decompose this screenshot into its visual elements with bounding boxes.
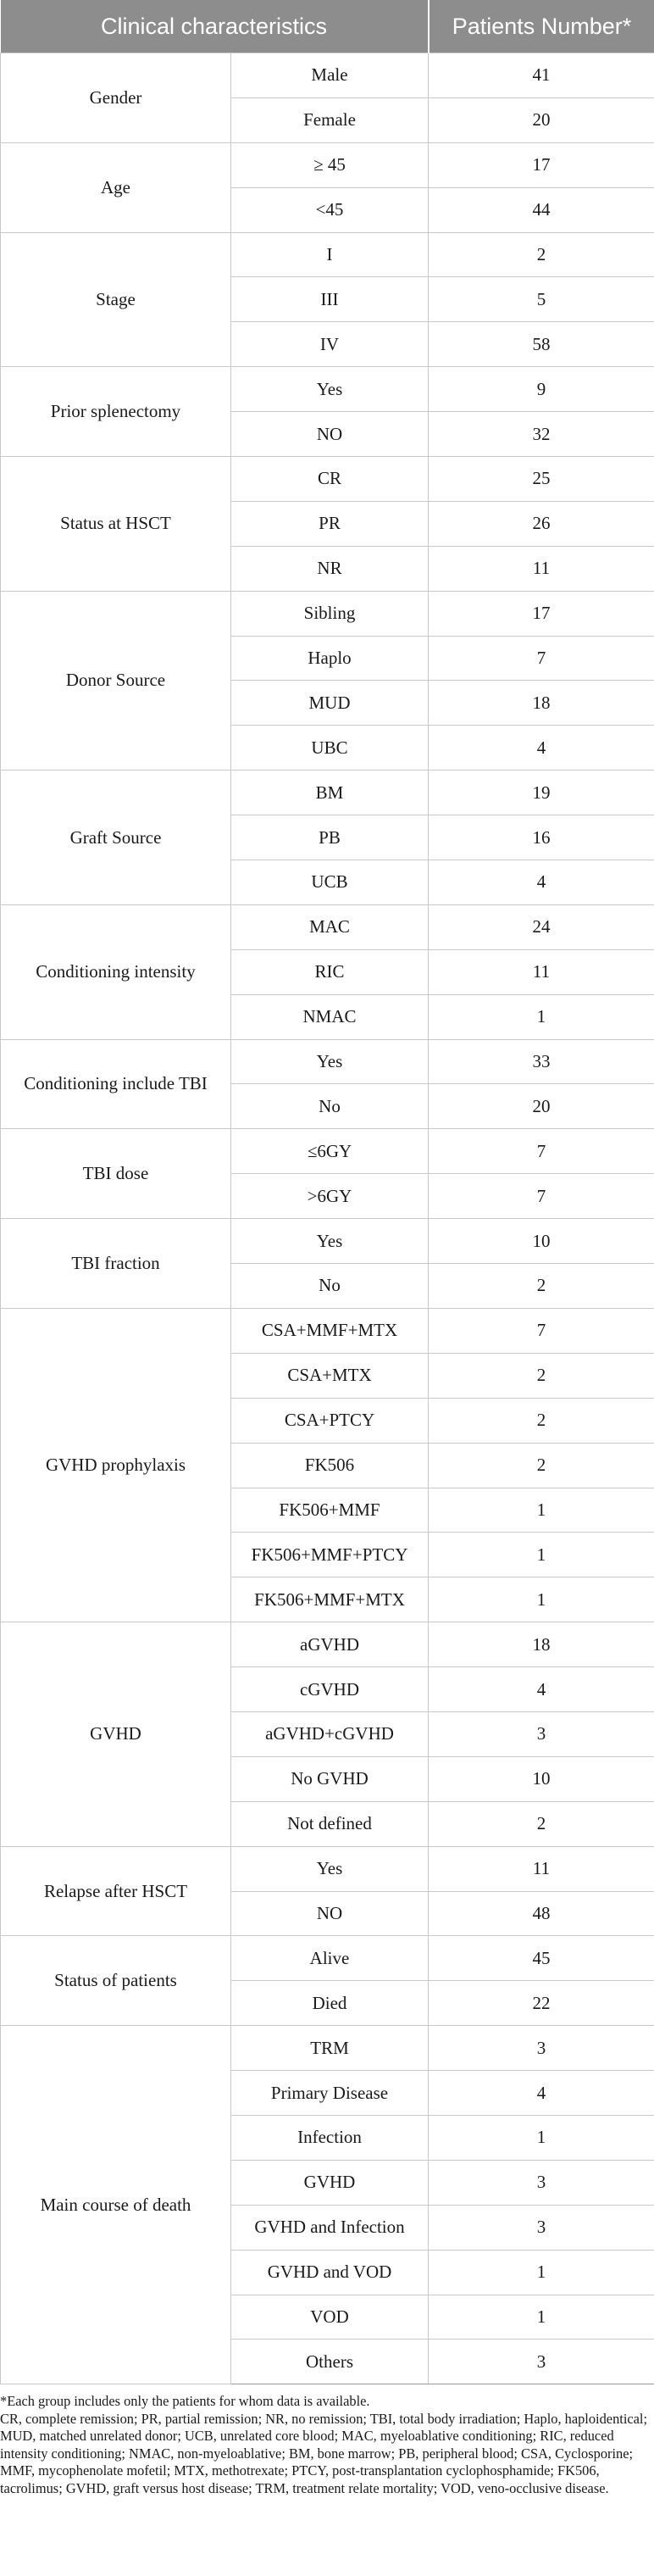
table-header	[1, 0, 654, 53]
patients-count-cell: 3	[429, 1711, 654, 1756]
table-row	[1, 2026, 654, 2071]
patients-count-cell: 44	[429, 187, 654, 232]
table-row	[1, 771, 654, 815]
category-cell: Age	[1, 142, 231, 232]
subcategory-cell: aGVHD	[231, 1622, 429, 1667]
patients-count-cell: 5	[429, 277, 654, 322]
table-row	[1, 142, 654, 187]
subcategory-cell: Yes	[231, 367, 429, 412]
footnote: *Each group includes only the patients for whom data is available.	[0, 2393, 370, 2410]
patients-count-cell: 3	[429, 2340, 654, 2384]
patients-count-cell: 19	[429, 771, 654, 815]
subcategory-cell: Yes	[231, 1039, 429, 1084]
subcategory-cell: <45	[231, 187, 429, 232]
category-cell: Stage	[1, 232, 231, 367]
subcategory-cell: PR	[231, 501, 429, 546]
patients-count-cell: 20	[429, 97, 654, 142]
subcategory-cell: FK506	[231, 1443, 429, 1488]
header-row	[1, 0, 654, 53]
patients-count-cell: 7	[429, 636, 654, 681]
subcategory-cell: TRM	[231, 2026, 429, 2071]
patients-count-cell: 18	[429, 1622, 654, 1667]
subcategory-cell: IV	[231, 322, 429, 367]
subcategory-cell: GVHD and VOD	[231, 2250, 429, 2295]
patients-count-cell: 1	[429, 2250, 654, 2295]
subcategory-cell: No	[231, 1264, 429, 1309]
category-cell: Status at HSCT	[1, 457, 231, 592]
patients-count-cell: 11	[429, 949, 654, 994]
patients-count-cell: 10	[429, 1219, 654, 1264]
subcategory-cell: ≥ 45	[231, 142, 429, 187]
subcategory-cell: MAC	[231, 904, 429, 949]
patients-count-cell: 7	[429, 1308, 654, 1353]
subcategory-cell: Sibling	[231, 591, 429, 636]
table-row	[1, 1622, 654, 1667]
subcategory-cell: GVHD	[231, 2160, 429, 2205]
patients-count-cell: 2	[429, 1264, 654, 1309]
category-cell: Graft Source	[1, 771, 231, 905]
subcategory-cell: FK506+MMF+MTX	[231, 1577, 429, 1622]
category-cell: Status of patients	[1, 1936, 231, 2026]
patients-count-cell: 45	[429, 1936, 654, 1981]
abbreviations-note: CR, complete remission; PR, partial remission; NR, no remission; TBI, total body irradiation; Haplo, haploidentical; MUD, matched unrelated donor; UCB, unrelated core blood; MAC, myeloablative conditioning; RIC, reduced intensity conditioning; NMAC, non-myeloablative; BM, bone marrow; PB, peripheral blood; CSA, Cyclosporine; MMF, mycophenolate mofetil; MTX, methotrexate; PTCY, post-transplantation cyclophosphamide; FK506, tacrolimus; GVHD, graft versus host disease; TRM, treatment relate mortality; VOD, veno-occlusive disease.	[0, 2410, 648, 2496]
table-body	[1, 53, 654, 2384]
category-cell: TBI fraction	[1, 1219, 231, 1309]
patients-count-cell: 9	[429, 367, 654, 412]
patients-count-cell: 25	[429, 457, 654, 502]
subcategory-cell: aGVHD+cGVHD	[231, 1711, 429, 1756]
table-row	[1, 53, 654, 98]
subcategory-cell: MUD	[231, 681, 429, 726]
patients-count-cell: 1	[429, 994, 654, 1039]
subcategory-cell: BM	[231, 771, 429, 815]
subcategory-cell: CSA+PTCY	[231, 1398, 429, 1443]
patients-count-cell: 20	[429, 1084, 654, 1129]
table-row	[1, 1219, 654, 1264]
subcategory-cell: FK506+MMF+PTCY	[231, 1533, 429, 1577]
subcategory-cell: NMAC	[231, 994, 429, 1039]
subcategory-cell: Male	[231, 53, 429, 98]
subcategory-cell: Not defined	[231, 1801, 429, 1846]
category-cell: Conditioning include TBI	[1, 1039, 231, 1129]
patients-count-cell: 22	[429, 1981, 654, 2026]
patients-count-cell: 17	[429, 142, 654, 187]
subcategory-cell: Haplo	[231, 636, 429, 681]
subcategory-cell: III	[231, 277, 429, 322]
subcategory-cell: NR	[231, 546, 429, 591]
patients-count-cell: 3	[429, 2160, 654, 2205]
subcategory-cell: UCB	[231, 860, 429, 905]
patients-count-cell: 1	[429, 1533, 654, 1577]
table-row	[1, 457, 654, 502]
subcategory-cell: >6GY	[231, 1174, 429, 1219]
category-cell: TBI dose	[1, 1129, 231, 1219]
subcategory-cell: Female	[231, 97, 429, 142]
category-cell: GVHD	[1, 1622, 231, 1846]
category-cell: GVHD prophylaxis	[1, 1308, 231, 1622]
patients-count-cell: 2	[429, 1443, 654, 1488]
subcategory-cell: Others	[231, 2340, 429, 2384]
subcategory-cell: CSA+MMF+MTX	[231, 1308, 429, 1353]
subcategory-cell: NO	[231, 1891, 429, 1936]
patients-count-cell: 7	[429, 1129, 654, 1174]
patients-count-cell: 4	[429, 726, 654, 771]
subcategory-cell: Primary Disease	[231, 2071, 429, 2116]
table-row	[1, 1039, 654, 1084]
subcategory-cell: NO	[231, 412, 429, 457]
subcategory-cell: Died	[231, 1981, 429, 2026]
header-clinical-characteristics: Clinical characteristics	[1, 0, 429, 53]
subcategory-cell: No GVHD	[231, 1756, 429, 1801]
patients-count-cell: 1	[429, 2295, 654, 2340]
subcategory-cell: FK506+MMF	[231, 1488, 429, 1533]
patients-count-cell: 1	[429, 2115, 654, 2160]
patients-count-cell: 41	[429, 53, 654, 98]
patients-count-cell: 4	[429, 1667, 654, 1712]
table-row	[1, 1308, 654, 1353]
category-cell: Conditioning intensity	[1, 904, 231, 1039]
patients-count-cell: 1	[429, 1488, 654, 1533]
table-row	[1, 1129, 654, 1174]
subcategory-cell: cGVHD	[231, 1667, 429, 1712]
category-cell: Gender	[1, 53, 231, 143]
subcategory-cell: CR	[231, 457, 429, 502]
patients-count-cell: 2	[429, 1801, 654, 1846]
table-row	[1, 904, 654, 949]
table-footnotes	[0, 2384, 654, 2497]
table-row	[1, 367, 654, 412]
patients-count-cell: 3	[429, 2026, 654, 2071]
patients-count-cell: 17	[429, 591, 654, 636]
subcategory-cell: No	[231, 1084, 429, 1129]
patients-count-cell: 2	[429, 1353, 654, 1398]
subcategory-cell: Yes	[231, 1219, 429, 1264]
patients-count-cell: 26	[429, 501, 654, 546]
patients-count-cell: 1	[429, 1577, 654, 1622]
subcategory-cell: I	[231, 232, 429, 277]
subcategory-cell: CSA+MTX	[231, 1353, 429, 1398]
table-row	[1, 591, 654, 636]
patients-count-cell: 2	[429, 232, 654, 277]
patients-count-cell: 4	[429, 860, 654, 905]
patients-count-cell: 32	[429, 412, 654, 457]
subcategory-cell: RIC	[231, 949, 429, 994]
patients-count-cell: 2	[429, 1398, 654, 1443]
subcategory-cell: UBC	[231, 726, 429, 771]
patients-count-cell: 11	[429, 546, 654, 591]
patients-count-cell: 7	[429, 1174, 654, 1219]
table-row	[1, 1936, 654, 1981]
patients-count-cell: 11	[429, 1846, 654, 1891]
patients-count-cell: 3	[429, 2205, 654, 2250]
patients-count-cell: 10	[429, 1756, 654, 1801]
header-patients-number: Patients Number*	[429, 0, 654, 53]
subcategory-cell: Yes	[231, 1846, 429, 1891]
subcategory-cell: ≤6GY	[231, 1129, 429, 1174]
subcategory-cell: GVHD and Infection	[231, 2205, 429, 2250]
patients-count-cell: 4	[429, 2071, 654, 2116]
patients-count-cell: 24	[429, 904, 654, 949]
subcategory-cell: Alive	[231, 1936, 429, 1981]
subcategory-cell: VOD	[231, 2295, 429, 2340]
patients-count-cell: 58	[429, 322, 654, 367]
category-cell: Donor Source	[1, 591, 231, 771]
category-cell: Relapse after HSCT	[1, 1846, 231, 1936]
subcategory-cell: Infection	[231, 2115, 429, 2160]
patients-count-cell: 33	[429, 1039, 654, 1084]
patients-count-cell: 48	[429, 1891, 654, 1936]
subcategory-cell: PB	[231, 815, 429, 860]
table-row	[1, 232, 654, 277]
patients-count-cell: 18	[429, 681, 654, 726]
category-cell: Prior splenectomy	[1, 367, 231, 457]
patients-count-cell: 16	[429, 815, 654, 860]
table-row	[1, 1846, 654, 1891]
category-cell: Main course of death	[1, 2026, 231, 2384]
